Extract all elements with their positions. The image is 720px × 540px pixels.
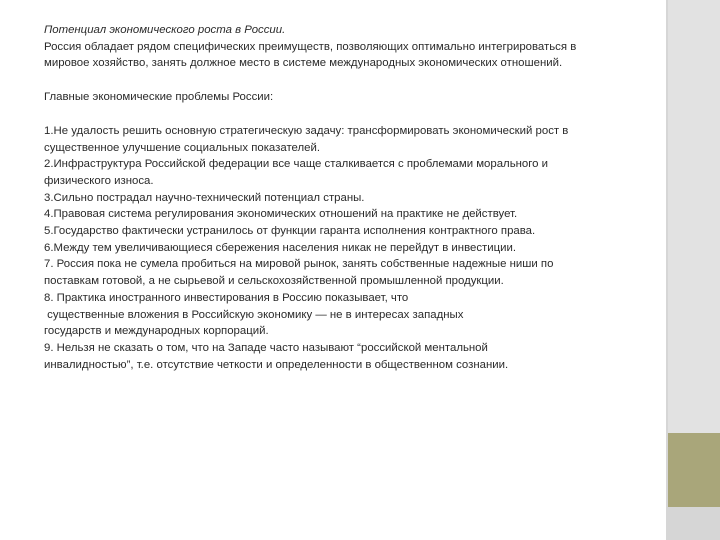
intro-paragraph: Россия обладает рядом специфических преимуществ, позволяющих оптимально интегрироваться в мировое хозяйство, занять должное место в системе международных экономических отношений.	[44, 40, 577, 70]
slide-title: Потенциал экономического роста в России.	[44, 24, 286, 36]
problem-item-7: 7. Россия пока не сумела пробиться на мировой рынок, занять собственные надежные ниши по поставкам готовой, а не сырьевой и сельскохозяйственной промышленной продукции.	[44, 258, 554, 288]
problem-item-9: 9. Нельзя не сказать о том, что на Западе часто называют “российской ментальной инвалидностью”, т.е. отсутствие четкости и определенности в общественном сознании.	[44, 341, 509, 371]
problem-item-6: 6.Между тем увеличивающиеся сбережения населения никак не перейдут в инвестиции.	[44, 241, 517, 254]
problem-item-1: 1.Не удалость решить основную стратегическую задачу: трансформировать экономический рост в существенное улучшение социальных показателей.	[44, 124, 569, 154]
problem-item-4: 4.Правовая система регулирования экономических отношений на практике не действует.	[44, 208, 518, 221]
problem-item-3: 3.Сильно пострадал научно-технический потенциал страны.	[44, 191, 365, 204]
problem-item-8: 8. Практика иностранного инвестирования в Россию показывает, что существенные вложения в Российскую экономику — не в интересах западных государств и международных корпораций.	[44, 291, 464, 338]
problem-item-5: 5.Государство фактически устранилось от функции гаранта исполнения контрактного права.	[44, 225, 536, 238]
slide-text-area	[44, 22, 656, 373]
problems-heading: Главные экономические проблемы России:	[44, 91, 274, 104]
problem-item-2: 2.Инфраструктура Российской федерации все чаще сталкивается с проблемами морального и физического износа.	[44, 158, 549, 187]
accent-block	[668, 433, 720, 507]
side-lower-block	[668, 507, 720, 540]
